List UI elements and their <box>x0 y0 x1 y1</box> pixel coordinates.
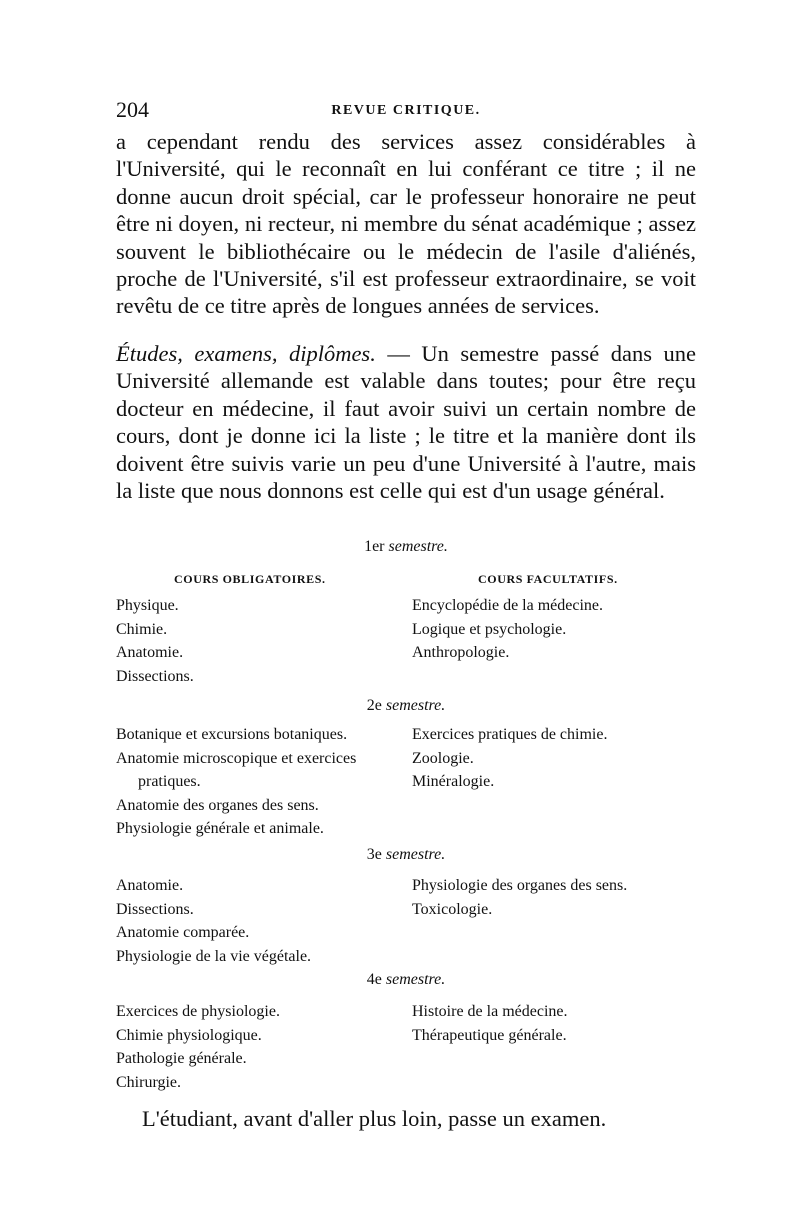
semester-word: semestre. <box>385 697 446 714</box>
list-item: pratiques. <box>138 773 201 790</box>
list-item: Chimie. <box>116 620 168 638</box>
semester-2-obligatory-list <box>116 723 356 841</box>
semester-word: semestre. <box>385 846 446 863</box>
list-item: Chimie physiologique. <box>116 1026 262 1044</box>
semester-ordinal: 1er <box>364 538 385 555</box>
list-item: Exercices pratiques de chimie. <box>412 726 608 743</box>
list-item: Physiologie générale et animale. <box>116 820 324 837</box>
list-item: Anatomie comparée. <box>116 924 250 941</box>
page-number: 204 <box>116 97 149 122</box>
list-item: Thérapeutique générale. <box>412 1026 567 1044</box>
semester-3-optional-list <box>412 874 627 921</box>
list-item: Minéralogie. <box>412 773 495 790</box>
semester-heading-3 <box>116 846 696 864</box>
column-heading-obligatory: COURS OBLIGATOIRES. <box>174 572 326 586</box>
section-text: — Un semestre passé dans une Université allemande est valable dans toutes; pour être reçu docteur en médecine, il faut avoir suivi un certain nombre de cours, dont je donne ici la liste ; le titre et la manière dont ils doivent être suivis varie un peu d'une Université à l'autre, mais la liste que nous donnons est celle qui est d'un usage général. <box>116 341 696 504</box>
semester-ordinal: 4e <box>366 971 382 988</box>
list-item: Pathologie générale. <box>116 1050 247 1067</box>
semester-1-obligatory-list <box>116 594 194 688</box>
semester-heading-1 <box>116 538 696 556</box>
list-item: Dissections. <box>116 667 194 685</box>
page-header <box>116 97 696 121</box>
paragraph-university-titles: a cependant rendu des services assez considérables à l'Université, qui le reconnaît en lui conférant ce titre ; il ne donne aucun droit spécial, car le professeur honoraire ne peut être ni doyen, ni recteur, ni membre du sénat académique ; assez souvent le bibliothécaire ou le médecin de l'asile d'aliénés, proche de l'Université, s'il est professeur extraordinaire, se voit revêtu de ce titre après de longues années de services. <box>116 129 696 319</box>
running-head: REVUE CRITIQUE. <box>331 103 481 118</box>
list-item: Anatomie. <box>116 644 184 661</box>
semester-ordinal: 3e <box>366 846 382 863</box>
section-lead: Études, examens, diplômes. <box>116 341 376 366</box>
semester-2-optional-list <box>412 723 607 794</box>
semester-word: semestre. <box>385 971 446 988</box>
list-item: Chirurgie. <box>116 1073 182 1091</box>
list-item: Toxicologie. <box>412 900 493 918</box>
list-item: Anatomie. <box>116 877 184 894</box>
semester-3-obligatory-list <box>116 874 311 968</box>
semester-4-optional-list <box>412 1000 568 1047</box>
list-item: Anthropologie. <box>412 644 510 661</box>
list-item: Physiologie des organes des sens. <box>412 877 628 894</box>
list-item: Physique. <box>116 597 179 614</box>
closing-sentence: L'étudiant, avant d'aller plus loin, passe un examen. <box>142 1106 607 1131</box>
list-item: Zoologie. <box>412 749 474 767</box>
paragraph-studies <box>116 340 696 504</box>
semester-heading-4 <box>116 971 696 989</box>
list-item: Physiologie de la vie végétale. <box>116 947 312 965</box>
list-item: Dissections. <box>116 900 194 918</box>
semester-4-obligatory-list <box>116 1000 280 1094</box>
semester-heading-2 <box>116 697 696 715</box>
semester-ordinal: 2e <box>366 697 382 714</box>
list-item: Anatomie microscopique et exercices <box>116 749 357 767</box>
list-item: Exercices de physiologie. <box>116 1003 280 1020</box>
list-item: Anatomie des organes des sens. <box>116 796 319 814</box>
semester-1-optional-list <box>412 594 603 665</box>
column-heading-optional: COURS FACULTATIFS. <box>478 572 618 586</box>
list-item: Botanique et excursions botaniques. <box>116 726 348 743</box>
semester-word: semestre. <box>388 538 448 555</box>
list-item: Histoire de la médecine. <box>412 1003 568 1020</box>
list-item: Encyclopédie de la médecine. <box>412 597 604 614</box>
list-item: Logique et psychologie. <box>412 620 567 638</box>
